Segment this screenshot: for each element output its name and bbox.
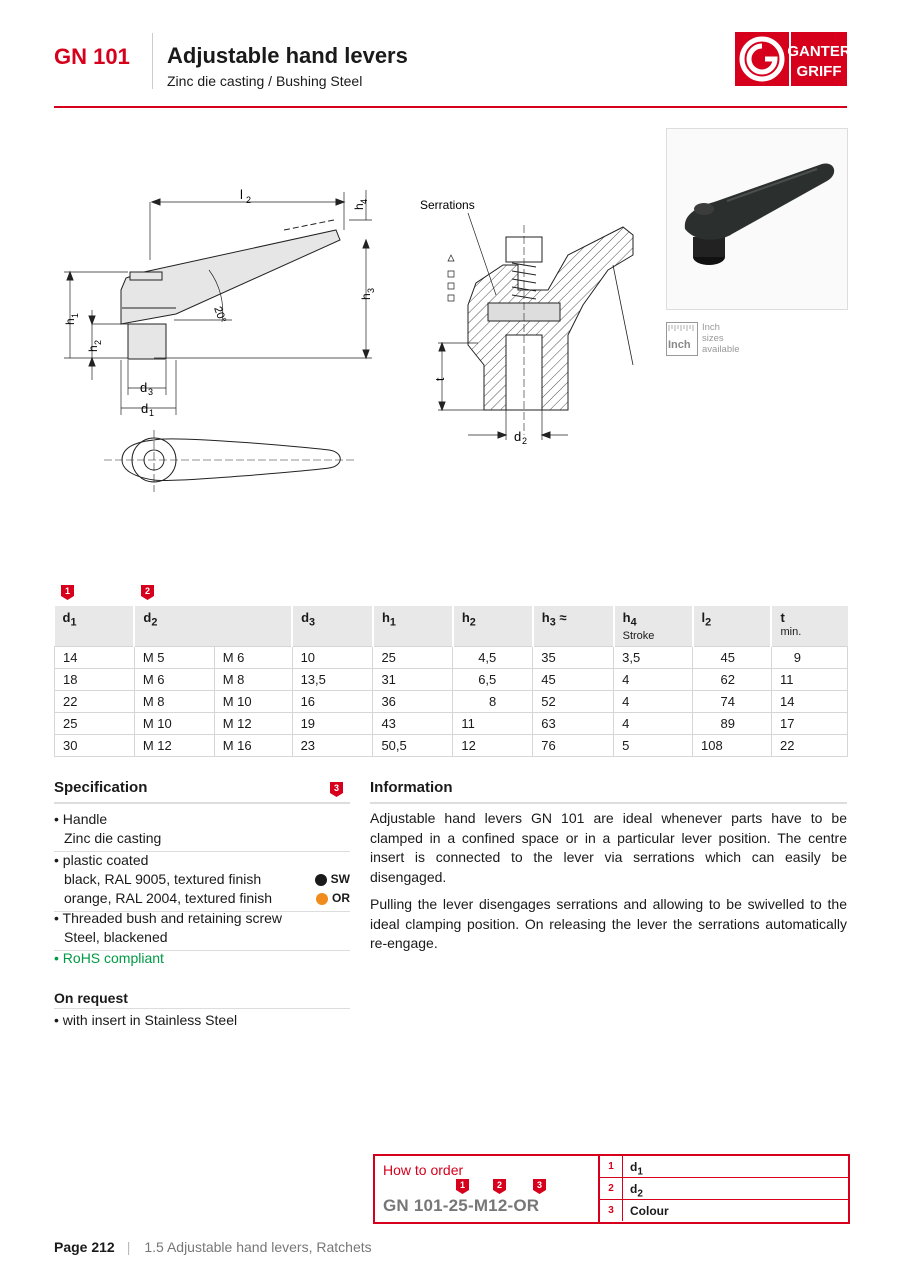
page-footer: Page 212 | 1.5 Adjustable hand levers, Ratchets xyxy=(54,1239,372,1255)
spec-black: black, RAL 9005, textured finish xyxy=(64,871,262,887)
table-row: 18 M 6 M 8 13,5 31 6,5 45 4 62 11 xyxy=(55,668,848,690)
ganter-logo xyxy=(735,32,847,86)
spec-rohs: • RoHS compliant xyxy=(54,950,164,966)
how-to-order-title: How to order xyxy=(383,1162,464,1178)
spec-coating: • plastic coated black, RAL 9005, textured finish SW orange, RAL 2004, textured finish OR xyxy=(54,851,350,912)
product-code: GN 101 xyxy=(54,44,130,69)
dim-h4: h xyxy=(352,203,366,210)
spec-orange: orange, RAL 2004, textured finish xyxy=(64,890,273,906)
information-p1: Adjustable hand levers GN 101 are ideal whenever parts have to be clamped in a confined space or in a particular lever position. The centre insert is connected to the lever via serrations which can easily be disengaged. xyxy=(370,810,847,885)
dim-d1: d xyxy=(141,401,149,416)
order-marker-3: 3 xyxy=(533,1179,546,1194)
footer-section: 1.5 Adjustable hand levers, Ratchets xyxy=(144,1239,372,1255)
marker-3: 3 xyxy=(330,782,343,797)
col-d2: $d_2$ xyxy=(134,606,292,646)
table-row: 30 M 12 M 16 23 50,5 12 76 5 108 22 xyxy=(55,734,848,756)
inch-badge-label: Inch xyxy=(668,339,691,351)
information-body xyxy=(370,809,847,962)
on-request-heading: On request xyxy=(54,990,128,1006)
dim-t: t xyxy=(433,377,447,381)
on-request-item: • with insert in Stainless Steel xyxy=(54,1012,238,1028)
dim-angle: 20° xyxy=(211,304,229,325)
col-h3: $h_3$ ≈ xyxy=(533,606,614,646)
logo-text-ganter: GANTER xyxy=(787,43,847,60)
dim-d3: d xyxy=(140,380,148,395)
dim-d2-sub: 2 xyxy=(522,436,528,446)
dim-d3-sub: 3 xyxy=(148,387,154,397)
inch-badge xyxy=(666,322,756,356)
inch-line3: available xyxy=(702,344,740,355)
marker-1: 1 xyxy=(61,585,74,600)
lever-side-drawing xyxy=(54,180,384,510)
specification-heading: Specification xyxy=(54,779,148,796)
dim-l2: l xyxy=(240,187,243,202)
swatch-sw: SW xyxy=(315,870,350,889)
dim-h2-sub: 2 xyxy=(93,339,103,345)
serrations-label: Serrations xyxy=(420,198,475,212)
table-row: 22 M 8 M 10 16 36 8 52 4 74 14 xyxy=(55,690,848,712)
dim-h3: h xyxy=(359,293,373,300)
orange-dot-icon xyxy=(316,893,328,905)
order-row-3: 3 Colour xyxy=(600,1200,848,1221)
inch-line1: Inch xyxy=(702,322,720,333)
information-rule xyxy=(370,802,847,804)
marker-2: 2 xyxy=(141,585,154,600)
dim-d2: d xyxy=(514,429,522,444)
page-number: Page 212 xyxy=(54,1239,115,1255)
order-row-1: 1 $d_1$ xyxy=(600,1156,848,1178)
order-marker-1: 1 xyxy=(456,1179,469,1194)
product-photo xyxy=(666,128,848,310)
col-d1: $d_1$ xyxy=(55,606,135,646)
dim-h4-sub: 4 xyxy=(359,198,369,204)
page-subtitle: Zinc die casting / Bushing Steel xyxy=(167,73,363,89)
col-h1: $h_1$ xyxy=(373,606,453,646)
order-row-2: 2 $d_2$ xyxy=(600,1178,848,1200)
logo-text-griff: GRIFF xyxy=(796,63,842,80)
order-code: GN 101-25-M12-OR xyxy=(383,1196,540,1215)
black-dot-icon xyxy=(315,874,327,886)
information-p2: Pulling the lever disengages serrations and allowing to be swivelled to the ideal clamping position. On releasing the lever the serrations automatically re-engage. xyxy=(370,896,847,951)
dim-h1-sub: 1 xyxy=(70,312,80,318)
information-heading: Information xyxy=(370,779,453,796)
how-to-order-box xyxy=(373,1154,850,1224)
col-l2: $l_2$ xyxy=(693,606,772,646)
dim-d1-sub: 1 xyxy=(149,408,155,418)
inch-line2: sizes xyxy=(702,333,724,344)
table-row: 25 M 10 M 12 19 43 11 63 4 89 17 xyxy=(55,712,848,734)
dimensions-table xyxy=(54,606,848,757)
dim-h3-sub: 3 xyxy=(366,287,376,293)
dim-h2: h xyxy=(86,345,100,352)
col-t: t min. xyxy=(771,606,847,646)
col-d3: $d_3$ xyxy=(292,606,373,646)
dim-h1: h xyxy=(63,318,77,325)
order-marker-2: 2 xyxy=(493,1179,506,1194)
table-row: 14 M 5 M 6 10 25 4,5 35 3,5 45 9 xyxy=(55,646,848,668)
lever-section-drawing xyxy=(418,195,643,455)
page-title: Adjustable hand levers xyxy=(167,43,408,68)
dim-l2-sub: 2 xyxy=(246,195,252,205)
spec-bush: • Threaded bush and retaining screw Steel, blackened xyxy=(54,909,350,951)
col-h4: $h_4$ Stroke xyxy=(614,606,693,646)
header-divider xyxy=(152,33,153,89)
col-h2: $h_2$ xyxy=(453,606,533,646)
spec-handle: • Handle Zinc die casting xyxy=(54,810,350,852)
header-rule xyxy=(54,106,847,108)
table-header-row xyxy=(55,606,848,646)
specification-rule xyxy=(54,802,350,804)
on-request-rule xyxy=(54,1008,350,1009)
swatch-or: OR xyxy=(316,889,350,908)
